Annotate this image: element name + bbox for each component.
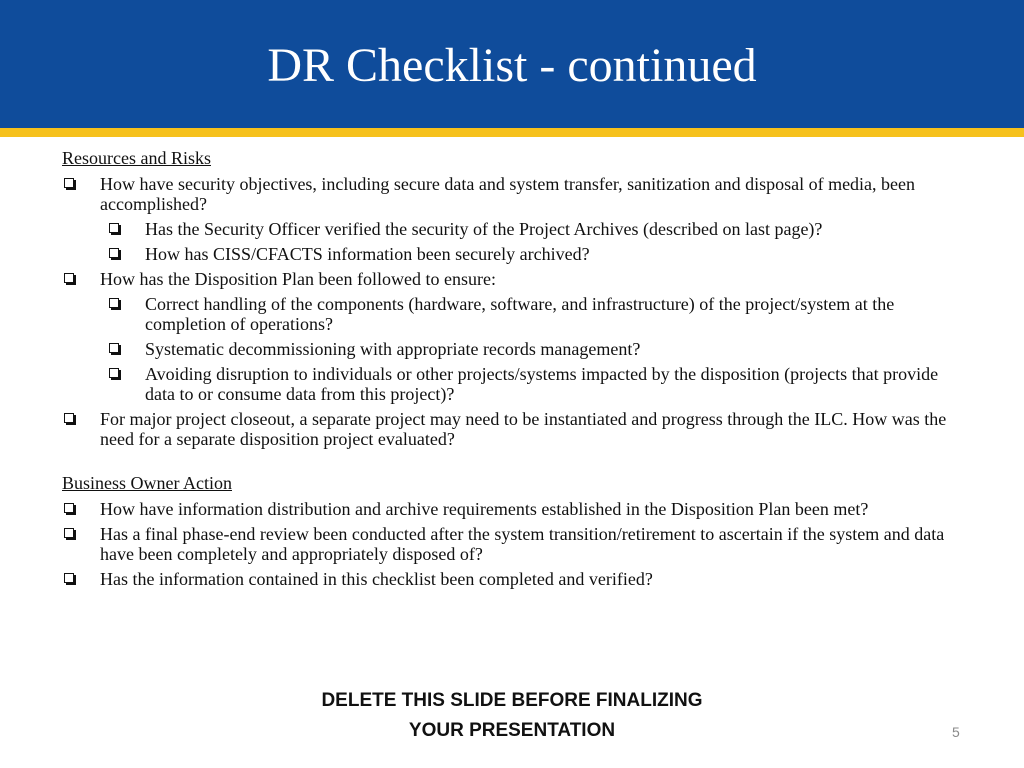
slide-body: [62, 148, 962, 594]
checkbox-bullet-icon: [64, 178, 74, 188]
checkbox-bullet-icon: [109, 298, 119, 308]
checklist-item-text: How have security objectives, including secure data and system transfer, sanitization and disposal of media, been accomplished?: [100, 174, 916, 214]
checklist-subitem: [62, 294, 962, 334]
checklist-item: [62, 174, 962, 214]
checklist-item-text: Has the information contained in this checklist been completed and verified?: [100, 569, 653, 589]
checkbox-bullet-icon: [109, 368, 119, 378]
page-number: 5: [952, 724, 960, 740]
checklist-item-text: Avoiding disruption to individuals or other projects/systems impacted by the disposition (projects that provide data to or consume data from this project)?: [145, 364, 939, 404]
checkbox-bullet-icon: [109, 223, 119, 233]
checklist-item: [62, 269, 962, 289]
title-banner: [0, 0, 1024, 128]
accent-stripe: [0, 128, 1024, 137]
checklist-subitem: [62, 364, 962, 404]
slide-title: DR Checklist - continued: [267, 39, 757, 92]
checklist-item-text: How has the Disposition Plan been followed to ensure:: [100, 269, 496, 289]
checklist-item: [62, 569, 962, 589]
checkbox-bullet-icon: [64, 528, 74, 538]
checklist-subitem: [62, 219, 962, 239]
delete-slide-notice: [0, 686, 1024, 746]
checklist-subitem: [62, 339, 962, 359]
notice-line-1: DELETE THIS SLIDE BEFORE FINALIZING: [321, 690, 703, 711]
checklist-item: [62, 499, 962, 519]
checklist-item: [62, 524, 962, 564]
checklist-item: [62, 409, 962, 449]
checklist-item-text: How have information distribution and archive requirements established in the Disposition Plan been met?: [100, 499, 869, 519]
section-heading-business-owner: Business Owner Action: [62, 473, 232, 493]
checklist-item-text: How has CISS/CFACTS information been securely archived?: [145, 244, 590, 264]
section-heading-resources-risks: Resources and Risks: [62, 148, 211, 168]
checklist-item-text: Has the Security Officer verified the security of the Project Archives (described on last page)?: [145, 219, 823, 239]
checkbox-bullet-icon: [64, 573, 74, 583]
checkbox-bullet-icon: [64, 413, 74, 423]
notice-line-2: YOUR PRESENTATION: [408, 720, 616, 741]
checkbox-bullet-icon: [64, 273, 74, 283]
checklist-item-text: For major project closeout, a separate project may need to be instantiated and progress through the ILC. How was the need for a separate disposition project evaluated?: [100, 409, 947, 449]
checklist-item-text: Systematic decommissioning with appropriate records management?: [145, 339, 641, 359]
checkbox-bullet-icon: [64, 503, 74, 513]
checklist-item-text: Correct handling of the components (hardware, software, and infrastructure) of the project/system at the completion of operations?: [145, 294, 895, 334]
checkbox-bullet-icon: [109, 343, 119, 353]
checkbox-bullet-icon: [109, 248, 119, 258]
checklist-item-text: Has a final phase-end review been conducted after the system transition/retirement to ascertain if the system and data have been completely and appropriately disposed of?: [100, 524, 945, 564]
checklist-subitem: [62, 244, 962, 264]
